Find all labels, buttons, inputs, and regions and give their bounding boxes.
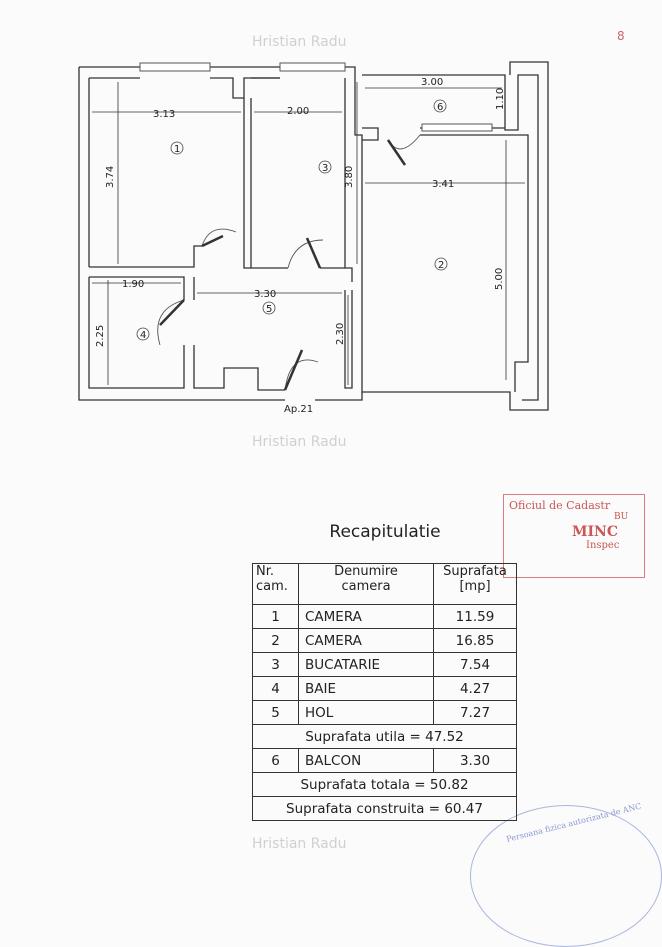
dim-bath-height: 2.25 xyxy=(95,324,106,347)
stamp-round-text: Persoana fizica autorizata de ANC xyxy=(505,801,643,844)
row-nr: 5 xyxy=(253,701,299,725)
dim-room1-height: 3.74 xyxy=(105,165,116,188)
useful-area-row xyxy=(253,725,517,749)
total-area-row xyxy=(253,773,517,797)
row-nr: 2 xyxy=(253,629,299,653)
table-row xyxy=(253,701,517,725)
apartment-label: Ap.21 xyxy=(284,404,314,415)
row-area: 3.30 xyxy=(434,749,517,773)
corner-mark: 8 xyxy=(617,29,625,43)
header-nr: Nr. cam. xyxy=(253,564,299,605)
total-area: Suprafata totala = 50.82 xyxy=(253,773,517,797)
row-area: 7.27 xyxy=(434,701,517,725)
dim-room2-height: 5.00 xyxy=(494,267,505,290)
header-name: Denumire camera xyxy=(299,564,434,605)
dim-balcony-height: 1.10 xyxy=(495,87,506,110)
authorized-person-stamp xyxy=(470,801,662,947)
dim-room1-width: 3.13 xyxy=(153,109,176,120)
built-area-row xyxy=(253,797,517,821)
table-row xyxy=(253,629,517,653)
room-number-1: 1 xyxy=(174,144,181,155)
row-name: BALCON xyxy=(299,749,434,773)
watermark-bottom: Hristian Radu xyxy=(252,836,347,852)
cadastre-stamp xyxy=(503,494,645,578)
room-number-4: 4 xyxy=(140,330,147,341)
room-number-6: 6 xyxy=(437,102,444,113)
dim-balcony-width: 3.00 xyxy=(421,77,444,88)
row-nr: 6 xyxy=(253,749,299,773)
row-name: CAMERA xyxy=(299,629,434,653)
table-row xyxy=(253,749,517,773)
summary-title: Recapitulatie xyxy=(329,522,441,542)
row-nr: 1 xyxy=(253,605,299,629)
dim-hall-width: 3.30 xyxy=(254,289,277,300)
table-row xyxy=(253,653,517,677)
dim-room3-height: 3.80 xyxy=(344,165,355,188)
dim-bath-width: 1.90 xyxy=(122,279,145,290)
row-name: BAIE xyxy=(299,677,434,701)
row-name: BUCATARIE xyxy=(299,653,434,677)
floor-plan xyxy=(0,0,626,430)
watermark-top: Hristian Radu xyxy=(252,34,347,50)
room-number-3: 3 xyxy=(322,163,329,174)
row-area: 16.85 xyxy=(434,629,517,653)
dim-room3-width: 2.00 xyxy=(287,106,310,117)
dim-room2-width: 3.41 xyxy=(432,179,455,190)
header-area: Suprafata [mp] xyxy=(434,564,517,605)
room-number-5: 5 xyxy=(266,304,273,315)
watermark-middle: Hristian Radu xyxy=(252,434,347,450)
useful-area: Suprafata utila = 47.52 xyxy=(253,725,517,749)
row-name: HOL xyxy=(299,701,434,725)
row-nr: 4 xyxy=(253,677,299,701)
row-name: CAMERA xyxy=(299,605,434,629)
row-area: 4.27 xyxy=(434,677,517,701)
row-nr: 3 xyxy=(253,653,299,677)
summary-table xyxy=(252,563,517,821)
stamp-line-1: Oficiul de Cadastr xyxy=(509,499,611,512)
dim-hall-height: 2.30 xyxy=(335,322,346,345)
built-area: Suprafata construita = 60.47 xyxy=(253,797,517,821)
stamp-line-2: BU xyxy=(614,512,629,522)
table-header-row xyxy=(253,564,517,605)
row-area: 11.59 xyxy=(434,605,517,629)
table-row xyxy=(253,677,517,701)
table-row xyxy=(253,605,517,629)
stamp-line-3: MINC xyxy=(572,524,618,540)
stamp-line-4: Inspec xyxy=(586,540,620,551)
room-number-2: 2 xyxy=(438,260,445,271)
row-area: 7.54 xyxy=(434,653,517,677)
